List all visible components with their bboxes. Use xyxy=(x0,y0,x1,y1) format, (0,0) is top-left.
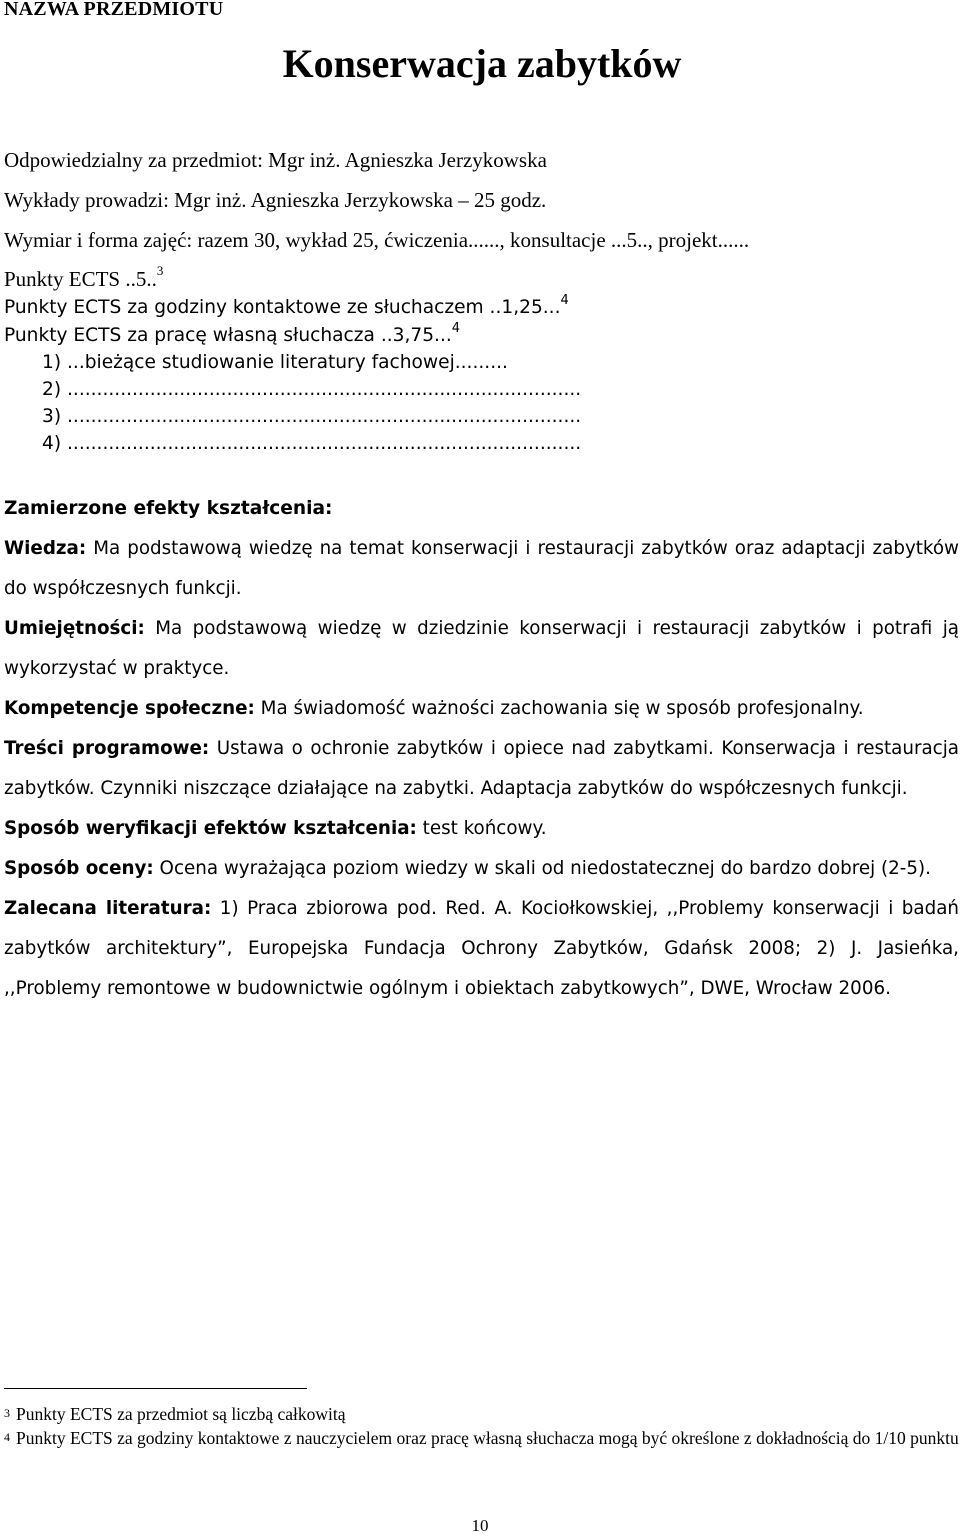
competence-paragraph xyxy=(4,689,959,729)
content-text: Ustawa o ochronie zabytków i opiece nad zabytkami. Konserwacja i restauracja zabytków. Czynniki niszczące działające na zabytki. Adaptacja zabytków do współczesnych funkcji. xyxy=(4,738,959,799)
verification-text: test końcowy. xyxy=(416,818,547,839)
footnote xyxy=(4,1427,959,1449)
footnote-separator xyxy=(4,1388,307,1389)
title-text: Konserwacja zabytków xyxy=(282,41,682,86)
competence-label: Kompetencje społeczne: xyxy=(4,698,255,719)
content-label: Treści programowe: xyxy=(4,738,210,759)
grading-label: Sposób oceny: xyxy=(4,858,154,879)
grading-text: Ocena wyrażająca poziom wiedzy w skali od niedostatecznej do bardzo dobrej (2-5). xyxy=(153,858,931,879)
footnote-text: Punkty ECTS za godziny kontaktowe z nauczycielem oraz pracę własną słuchacza mogą być określone z dokładnością do 1/10 punktu xyxy=(16,1428,959,1448)
skills-paragraph xyxy=(4,609,959,689)
skills-label: Umiejętności: xyxy=(4,618,145,639)
outcomes-heading: Zamierzone efekty kształcenia: xyxy=(4,498,333,519)
footnote xyxy=(4,1403,959,1425)
literature-label: Zalecana literatura: xyxy=(4,898,212,919)
page-title xyxy=(0,40,960,87)
responsible-line: Odpowiedzialny za przedmiot: Mgr inż. Agnieszka Jerzykowska xyxy=(4,148,547,172)
footnote-mark: 4 xyxy=(4,1430,10,1444)
page-number: 10 xyxy=(471,1516,489,1535)
ects-text: Punkty ECTS ..5.. xyxy=(4,267,157,291)
format-line: Wymiar i forma zajęć: razem 30, wykład 25, ćwiczenia......, konsultacje ...5.., projekt...... xyxy=(4,228,750,252)
content-paragraph xyxy=(4,729,959,809)
literature-paragraph xyxy=(4,889,959,1009)
ects-contact-line xyxy=(4,293,569,318)
knowledge-label: Wiedza: xyxy=(4,538,87,559)
list-item: 4) ....................................................................................... xyxy=(42,433,582,454)
lectures-line: Wykłady prowadzi: Mgr inż. Agnieszka Jerzykowska – 25 godz. xyxy=(4,188,547,212)
footnote-text: Punkty ECTS za przedmiot są liczbą całkowitą xyxy=(16,1404,346,1424)
ects-own-text: Punkty ECTS za pracę własną słuchacza ..3,75... xyxy=(4,325,452,346)
list-item: 2) ....................................................................................... xyxy=(42,379,582,400)
verification-label: Sposób weryfikacji efektów kształcenia: xyxy=(4,818,417,839)
ects-own-line xyxy=(4,321,461,346)
footnote-ref: 3 xyxy=(156,263,164,278)
footnote-ref: 4 xyxy=(451,321,461,336)
literature-text: 1) Praca zbiorowa pod. Red. A. Kociołkowskiej, ,,Problemy konserwacji i badań zabytków architektury”, Europejska Fundacja Ochrony Zabytków, Gdańsk 2008; 2) J. Jasieńka, ,,Problemy remontowe w budownictwie ogólnym i obiektach zabytkowych”, DWE, Wrocław 2006. xyxy=(4,898,959,999)
list-item: 1) ...bieżące studiowanie literatury fachowej......... xyxy=(42,352,508,373)
grading-paragraph xyxy=(4,849,959,889)
competence-text: Ma świadomość ważności zachowania się w sposób profesjonalny. xyxy=(254,698,864,719)
ects-line xyxy=(4,263,164,292)
list-item: 3) ....................................................................................... xyxy=(42,406,582,427)
footnote-mark: 3 xyxy=(4,1406,10,1420)
skills-text: Ma podstawową wiedzę w dziedzinie konserwacji i restauracji zabytków i potrafi ją wykorzystać w praktyce. xyxy=(4,618,959,679)
footnote-ref: 4 xyxy=(560,293,569,308)
ects-contact-text: Punkty ECTS za godziny kontaktowe ze słuchaczem ..1,25... xyxy=(4,297,561,318)
verification-paragraph xyxy=(4,809,959,849)
knowledge-paragraph xyxy=(4,529,959,609)
knowledge-text: Ma podstawową wiedzę na temat konserwacji i restauracji zabytków oraz adaptacji zabytków do współczesnych funkcji. xyxy=(4,538,959,599)
section-label: NAZWA PRZEDMIOTU xyxy=(4,0,224,20)
